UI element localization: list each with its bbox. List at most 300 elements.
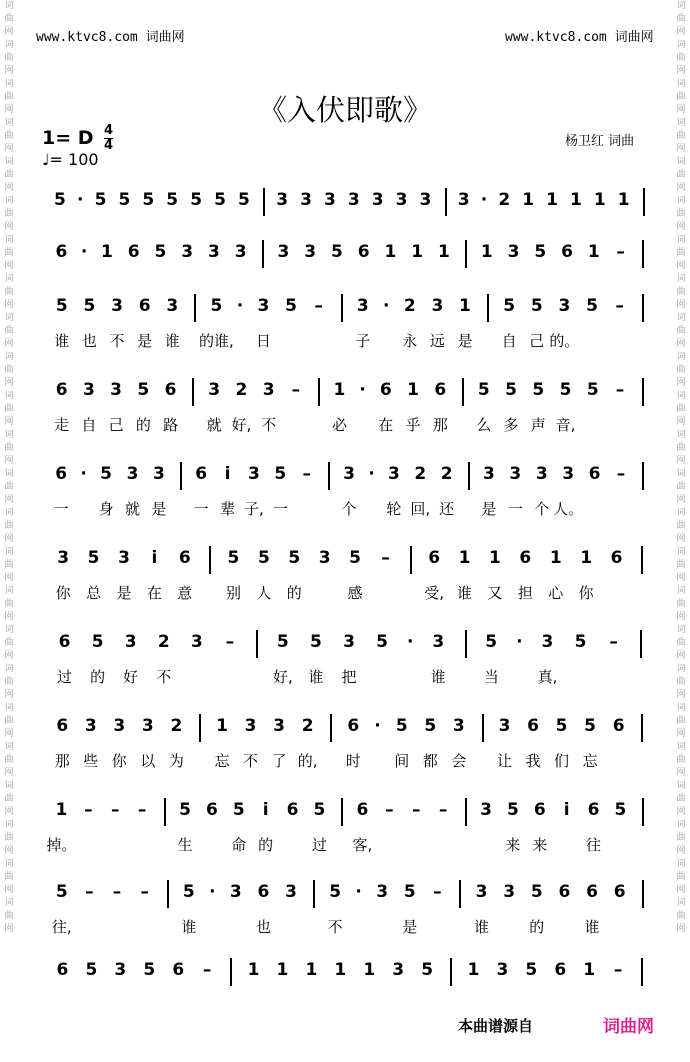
note: 5	[525, 960, 538, 980]
lyric-syllable: 辈	[220, 500, 236, 518]
lyric-syllable: 你	[578, 584, 594, 602]
note: 3	[387, 464, 400, 484]
note: 1	[546, 190, 558, 210]
note: 3	[276, 190, 289, 210]
lyric-syllable: 好,	[272, 668, 293, 686]
note: 3	[480, 800, 492, 820]
lyric-syllable: 的。	[549, 332, 580, 350]
score-row	[0, 630, 690, 700]
note: 5	[210, 296, 223, 316]
sustain-dash: –	[615, 296, 624, 316]
lyric-syllable: 你	[111, 752, 127, 770]
note: 3	[343, 632, 355, 652]
note: 3	[503, 882, 516, 902]
note: 5	[274, 464, 287, 484]
side-watermark-left: 词曲网词曲网词曲网词曲网词曲网词曲网词曲网词曲网词曲网词曲网词曲网词曲网词曲网词曲网词曲网词曲网词曲网词曲网词曲网词曲网词曲网词曲网词曲网词曲网	[4, 1, 14, 934]
note: 3	[300, 190, 312, 210]
note: 5	[329, 882, 342, 902]
bar-line	[209, 546, 211, 574]
note: 6	[561, 242, 573, 262]
note: 6	[55, 242, 68, 262]
note: 5	[232, 800, 245, 820]
note: 3	[535, 464, 548, 484]
note: 1	[467, 960, 480, 980]
note: 6	[533, 800, 546, 820]
note: 3	[371, 190, 384, 210]
note: 3	[118, 548, 130, 568]
lyric-syllable: 谁	[474, 918, 490, 936]
lyric-syllable: 往	[586, 836, 602, 854]
lyric-syllable: 间	[394, 752, 410, 770]
sustain-dash: –	[433, 882, 442, 902]
bar-line	[641, 546, 643, 574]
note: 6	[612, 716, 625, 736]
note: 6	[587, 800, 600, 820]
lyric-syllable: 不	[327, 918, 343, 936]
note: 3	[496, 960, 509, 980]
bar-line	[262, 240, 264, 268]
note: 3	[483, 464, 495, 484]
note: 3	[110, 380, 123, 400]
note: 1	[276, 960, 289, 980]
note: 3	[141, 716, 154, 736]
note: 1	[617, 190, 630, 210]
lyric-syllable: 的	[529, 918, 545, 936]
note: 5	[574, 632, 587, 652]
augmentation-dot: ·	[406, 632, 414, 652]
lyric-syllable: 是	[481, 500, 497, 518]
note: 3	[509, 464, 522, 484]
bar-line	[313, 880, 315, 908]
song-title: 《入伏即歌》	[257, 93, 432, 127]
augmentation-dot: ·	[355, 882, 362, 902]
lyric-syllable: 自	[81, 416, 97, 434]
note: 3	[452, 716, 465, 736]
lyric-syllable: 好,	[231, 416, 252, 434]
note: 6	[610, 548, 623, 568]
score-row	[0, 294, 690, 364]
lyric-syllable: 乎	[405, 416, 421, 434]
note: 5	[87, 548, 100, 568]
note: 5	[534, 242, 547, 262]
bar-line	[330, 714, 332, 742]
note: 3	[376, 882, 389, 902]
note: 2	[414, 464, 427, 484]
sustain-dash: –	[202, 960, 212, 980]
lyric-syllable: 真,	[537, 668, 558, 686]
note: 3	[318, 548, 331, 568]
sustain-dash: –	[381, 548, 390, 568]
note: 1	[459, 296, 471, 316]
note: 6	[195, 464, 208, 484]
note: 6	[164, 380, 177, 400]
bar-line	[256, 630, 258, 658]
augmentation-dot: ·	[236, 296, 244, 316]
bar-line	[410, 546, 412, 574]
note: 6	[178, 548, 191, 568]
lyric-syllable: 回,	[410, 500, 431, 518]
lyric-syllable: 意	[177, 584, 193, 602]
note: 5	[94, 190, 107, 210]
note: 2	[235, 380, 248, 400]
lyric-syllable: 谁	[54, 332, 70, 350]
lyric-syllable: 担	[517, 584, 533, 602]
note: 6	[172, 960, 185, 980]
note: 3	[257, 296, 270, 316]
lyric-syllable: 轮	[386, 500, 402, 518]
lyric-syllable: 来	[532, 836, 548, 854]
note: 5	[376, 632, 388, 652]
note: 3	[124, 632, 137, 652]
bar-line	[341, 798, 343, 826]
bar-line	[180, 462, 182, 490]
lyric-syllable: 谁	[457, 584, 473, 602]
note: 5	[310, 632, 322, 652]
sustain-dash: –	[302, 464, 311, 484]
note: 6	[586, 882, 598, 902]
lyric-syllable: 在	[146, 584, 162, 602]
site-logo: 词曲网	[603, 1017, 654, 1037]
lyric-syllable: 就	[124, 500, 140, 518]
sustain-dash: –	[85, 882, 94, 902]
note: 1	[407, 380, 419, 400]
lyric-syllable: 子	[355, 332, 371, 350]
lyric-syllable: 把	[341, 668, 357, 686]
note: 5	[395, 716, 408, 736]
lyric-syllable: 客,	[352, 836, 373, 854]
note: 6	[127, 242, 140, 262]
note: 3	[392, 960, 405, 980]
site-header-left: www.ktvc8.com 词曲网	[36, 30, 185, 45]
bar-line	[459, 880, 461, 908]
note: 5	[477, 380, 490, 400]
note: 1	[247, 960, 260, 980]
note: 3	[229, 882, 242, 902]
note: 5	[403, 882, 416, 902]
lyric-syllable: 不	[109, 332, 125, 350]
note: 3	[562, 464, 575, 484]
note: 1	[489, 548, 501, 568]
bar-line	[482, 714, 484, 742]
lyric-syllable: 一	[193, 500, 209, 518]
note: 3	[347, 190, 360, 210]
sustain-dash: –	[112, 882, 122, 902]
note: 3	[457, 190, 470, 210]
augmentation-dot: ·	[359, 380, 366, 400]
lyric-syllable: 会	[451, 752, 467, 770]
lyric-syllable: 忘	[214, 752, 230, 770]
note: 3	[166, 296, 179, 316]
note: 5	[100, 464, 112, 484]
time-signature-top: 4	[104, 123, 114, 138]
note: 5	[118, 190, 131, 210]
note: 6	[613, 882, 626, 902]
bar-line	[642, 294, 644, 322]
lyric-syllable: 我	[525, 752, 541, 770]
sustain-dash: –	[291, 380, 301, 400]
note: i	[224, 464, 231, 484]
lyric-syllable: 人	[256, 584, 272, 602]
lyric-syllable: 人。	[553, 500, 584, 518]
note: 1	[334, 960, 347, 980]
bar-line	[318, 378, 320, 406]
lyric-syllable: 远	[429, 332, 445, 350]
bar-line	[643, 188, 645, 216]
sustain-dash: –	[225, 632, 235, 652]
sustain-dash: –	[110, 800, 120, 820]
note: 1	[100, 242, 113, 262]
lyric-syllable: 一	[53, 500, 69, 518]
bar-line	[642, 240, 644, 268]
note: 2	[301, 716, 314, 736]
key-signature: 1= D	[42, 127, 94, 149]
lyric-syllable: 么	[476, 416, 492, 434]
lyric-syllable: 心	[548, 584, 564, 602]
note: 5	[137, 380, 150, 400]
bar-line	[167, 880, 169, 908]
lyric-syllable: 音,	[555, 416, 576, 434]
note: 5	[503, 296, 516, 316]
note: 5	[485, 632, 498, 652]
note: 3	[395, 190, 408, 210]
note: 3	[181, 242, 194, 262]
lyric-syllable: 掉。	[46, 836, 77, 854]
note: 5	[285, 296, 297, 316]
score-row	[0, 714, 690, 784]
note: 5	[584, 716, 596, 736]
lyric-syllable: 日	[255, 332, 271, 350]
sustain-dash: –	[616, 242, 625, 262]
note: 1	[522, 190, 535, 210]
note: 2	[440, 464, 453, 484]
note: 1	[384, 242, 397, 262]
note: 3	[262, 380, 275, 400]
note: 3	[190, 632, 203, 652]
lyric-syllable: 谁	[308, 668, 324, 686]
note: 1	[305, 960, 318, 980]
lyric-syllable: 生	[177, 836, 193, 854]
note: 5	[55, 296, 68, 316]
lyric-syllable: 就	[206, 416, 222, 434]
score-row	[0, 798, 690, 868]
sustain-dash: –	[616, 464, 626, 484]
note: 6	[206, 800, 218, 820]
lyric-syllable: 走	[54, 416, 70, 434]
note: 1	[438, 242, 450, 262]
sustain-dash: –	[411, 800, 421, 820]
lyric-syllable: 总	[86, 584, 102, 602]
lyric-syllable: 还	[439, 500, 455, 518]
note: 6	[257, 882, 270, 902]
note: 2	[170, 716, 183, 736]
note: 6	[286, 800, 299, 820]
lyric-syllable: 是	[402, 918, 418, 936]
bar-line	[194, 294, 196, 322]
lyric-syllable: 自	[501, 332, 517, 350]
sustain-dash: –	[615, 380, 625, 400]
lyric-syllable: 谁	[181, 918, 197, 936]
lyric-syllable: 为	[168, 752, 184, 770]
lyric-syllable: 命	[231, 836, 247, 854]
note: 5	[559, 380, 572, 400]
note: 6	[356, 800, 369, 820]
note: 5	[313, 800, 326, 820]
note: 6	[138, 296, 151, 316]
lyric-syllable: 感	[347, 584, 363, 602]
note: 3	[475, 882, 488, 902]
note: 3	[323, 190, 336, 210]
note: 5	[182, 882, 195, 902]
note: 5	[237, 190, 250, 210]
lyric-syllable: 让	[496, 752, 512, 770]
note: 5	[85, 960, 98, 980]
bar-line	[328, 462, 330, 490]
note: 1	[216, 716, 228, 736]
note: 5	[507, 800, 519, 820]
note: 6	[56, 960, 69, 980]
note: 3	[244, 716, 257, 736]
augmentation-dot: ·	[80, 464, 87, 484]
bar-line	[263, 188, 265, 216]
lyric-syllable: 己	[108, 416, 124, 434]
bar-line	[465, 240, 467, 268]
lyric-syllable: 又	[487, 584, 503, 602]
lyric-syllable: 的,	[297, 752, 318, 770]
lyric-syllable: 都	[422, 752, 438, 770]
lyric-syllable: 在	[378, 416, 394, 434]
lyric-syllable: 是	[137, 332, 153, 350]
sustain-dash: –	[613, 960, 623, 980]
note: 6	[558, 882, 571, 902]
note: 3	[111, 296, 123, 316]
augmentation-dot: ·	[77, 190, 84, 210]
note: 3	[431, 296, 444, 316]
note: 3	[57, 548, 70, 568]
sustain-dash: –	[609, 632, 618, 652]
note: 3	[126, 464, 139, 484]
note: 3	[84, 716, 97, 736]
lyric-syllable: 的	[258, 836, 274, 854]
note: 5	[227, 548, 240, 568]
note: 3	[356, 296, 369, 316]
bar-line	[450, 958, 452, 986]
bar-line	[641, 714, 643, 742]
note: 5	[143, 960, 156, 980]
bar-line	[642, 378, 644, 406]
note: 3	[558, 296, 571, 316]
time-signature	[104, 124, 113, 153]
note: 6	[55, 464, 68, 484]
lyric-syllable: 永	[402, 332, 418, 350]
note: i	[151, 548, 158, 568]
note: 6	[527, 716, 539, 736]
bar-line	[341, 294, 343, 322]
lyric-syllable: 那	[54, 752, 70, 770]
bar-line	[642, 462, 644, 490]
bar-line	[164, 798, 166, 826]
note: 3	[113, 716, 126, 736]
lyric-syllable: 是	[457, 332, 473, 350]
sustain-dash: –	[140, 882, 149, 902]
note: 5	[530, 296, 543, 316]
note: 6	[554, 960, 567, 980]
note: 1	[458, 548, 471, 568]
note: 6	[347, 716, 360, 736]
lyric-syllable: 必	[331, 416, 347, 434]
bar-line	[465, 798, 467, 826]
lyric-syllable: 忘	[582, 752, 598, 770]
lyric-syllable: 子,	[244, 500, 264, 518]
note: 5	[154, 242, 167, 262]
sustain-dash: –	[137, 800, 147, 820]
note: 5	[331, 242, 343, 262]
lyric-syllable: 的	[286, 584, 302, 602]
note: 3	[82, 380, 95, 400]
lyric-syllable: 别	[225, 584, 241, 602]
site-header-right: www.ktvc8.com 词曲网	[505, 30, 654, 45]
augmentation-dot: ·	[374, 716, 381, 736]
lyric-syllable: 身	[98, 500, 114, 518]
note: 6	[379, 380, 392, 400]
note: 1	[570, 190, 582, 210]
augmentation-dot: ·	[516, 632, 523, 652]
score-row	[0, 546, 690, 616]
note: 5	[505, 380, 517, 400]
bar-line	[641, 958, 643, 986]
lyric-syllable: 当	[483, 668, 499, 686]
note: 3	[234, 242, 247, 262]
note: 5	[424, 716, 437, 736]
note: 5	[214, 190, 226, 210]
note: 3	[419, 190, 432, 210]
augmentation-dot: ·	[480, 190, 488, 210]
lyric-syllable: 是	[151, 500, 167, 518]
note: 5	[349, 548, 361, 568]
note: i	[563, 800, 570, 820]
note: 3	[432, 632, 445, 652]
time-signature-bottom: 4	[104, 138, 114, 153]
note: 3	[273, 716, 286, 736]
lyric-syllable: 个	[534, 500, 550, 518]
note: 5	[586, 296, 598, 316]
bar-line	[465, 630, 467, 658]
note: 1	[593, 190, 606, 210]
note: 6	[58, 632, 71, 652]
lyric-syllable: 的	[90, 668, 106, 686]
note: 3	[152, 464, 165, 484]
lyric-syllable: 一	[507, 500, 523, 518]
note: i	[262, 800, 269, 820]
lyric-syllable: 往,	[51, 918, 72, 936]
note: 5	[142, 190, 155, 210]
note: 3	[498, 716, 511, 736]
lyric-syllable: 谁	[584, 918, 600, 936]
score-row	[0, 378, 690, 448]
note: 5	[54, 190, 66, 210]
source-label: 本曲谱源自	[458, 1017, 534, 1035]
note: 6	[519, 548, 532, 568]
lyric-syllable: 个	[341, 500, 357, 518]
sustain-dash: –	[385, 800, 394, 820]
note: 2	[498, 190, 511, 210]
note: 5	[179, 800, 191, 820]
augmentation-dot: ·	[80, 242, 88, 262]
lyric-syllable: 不	[261, 416, 277, 434]
bar-line	[445, 188, 447, 216]
lyric-syllable: 也	[81, 332, 97, 350]
note: 5	[586, 380, 599, 400]
lyric-syllable: 不	[243, 752, 259, 770]
